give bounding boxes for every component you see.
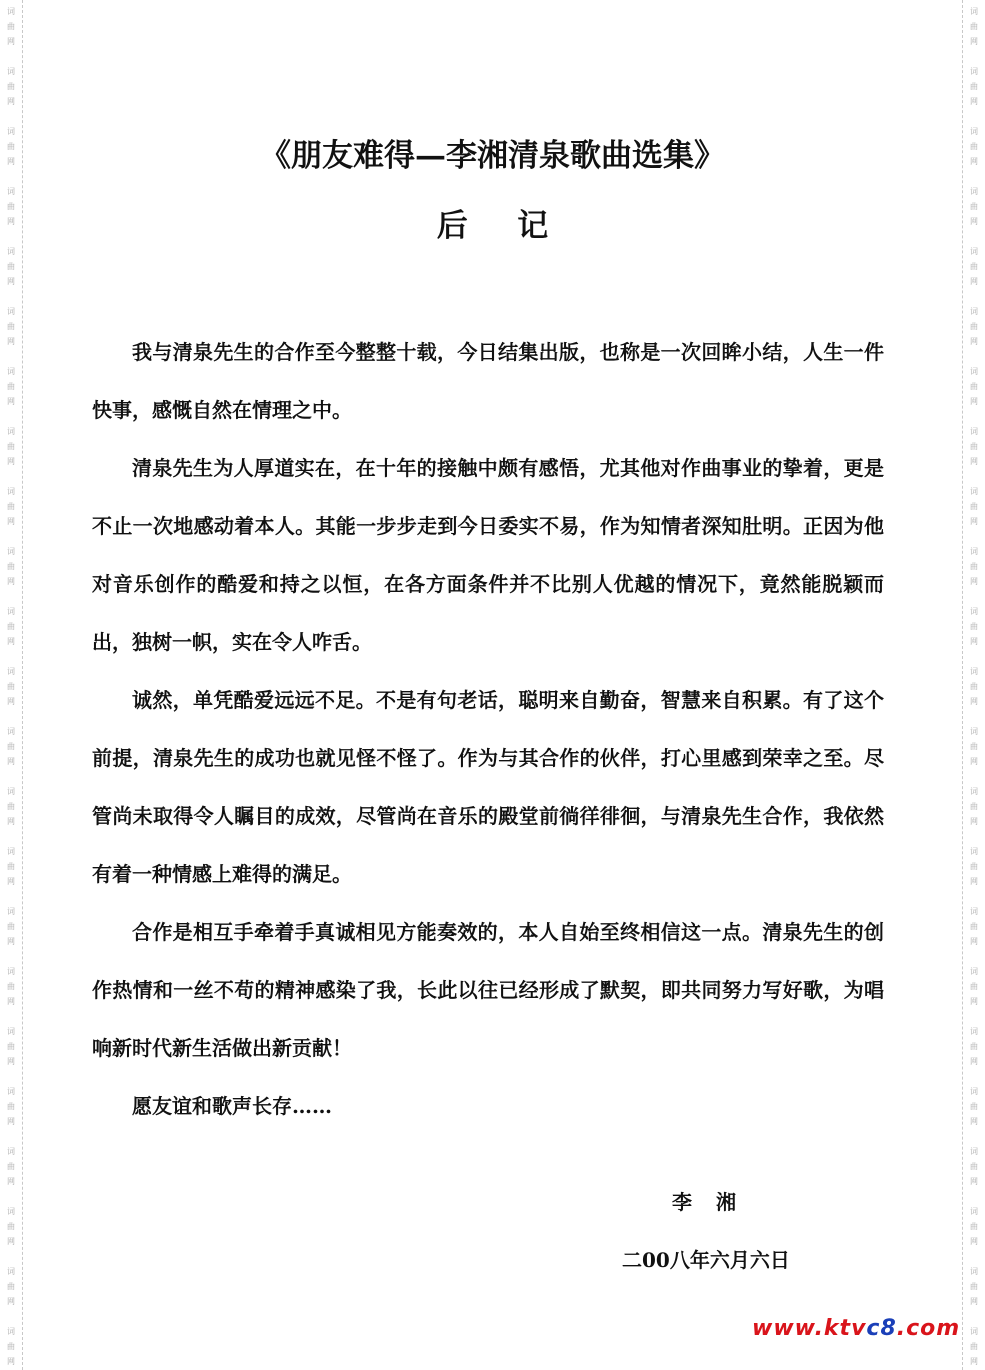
- afterword-body: [92, 323, 884, 1135]
- watermark-text: 词 曲 网: [970, 487, 978, 526]
- watermark-text: 词 曲 网: [7, 127, 15, 166]
- watermark-text: 词 曲 网: [970, 1147, 978, 1186]
- watermark-text: 词 曲 网: [7, 1327, 15, 1366]
- watermark-text: 词 曲 网: [970, 367, 978, 406]
- watermark-text: 词 曲 网: [7, 607, 15, 646]
- watermark-text: 词 曲 网: [7, 247, 15, 286]
- watermark-text: 词 曲 网: [7, 727, 15, 766]
- watermark-text: 词 曲 网: [7, 1267, 15, 1306]
- watermark-text: 词 曲 网: [970, 787, 978, 826]
- watermark-text: 词 曲 网: [970, 247, 978, 286]
- watermark-text: 词 曲 网: [970, 1027, 978, 1066]
- watermark-text: 词 曲 网: [7, 787, 15, 826]
- watermark-text: 词 曲 网: [970, 547, 978, 586]
- watermark-text: 词 曲 网: [7, 967, 15, 1006]
- watermark-text: 词 曲 网: [7, 307, 15, 346]
- paragraph-4: 合作是相互手牵着手真诚相见方能奏效的，本人自始至终相信这一点。清泉先生的创作热情和一丝不苟的精神感染了我，长此以往已经形成了默契，即共同努力写好歌，为唱响新时代新生活做出新贡献！: [92, 920, 884, 1060]
- watermark-text: 词 曲 网: [7, 547, 15, 586]
- watermark-text: 词 曲 网: [970, 967, 978, 1006]
- watermark-text: 词 曲 网: [7, 1087, 15, 1126]
- watermark-text: 词 曲 网: [970, 67, 978, 106]
- watermark-text: 词 曲 网: [970, 1267, 978, 1306]
- paragraph-2: 清泉先生为人厚道实在，在十年的接触中颇有感悟，尤其他对作曲事业的挚着，更是不止一次地感动着本人。其能一步步走到今日委实不易，作为知情者深知肚明。正因为他对音乐创作的酷爱和持之以恒，在各方面条件并不比别人优越的情况下，竟然能脱颖而出，独树一帜，实在令人咋舌。: [92, 456, 884, 654]
- watermark-text: 词 曲 网: [970, 187, 978, 226]
- watermark-text: 词 曲 网: [970, 727, 978, 766]
- document-subtitle: 后记: [436, 208, 598, 244]
- watermark-text: 词 曲 网: [970, 847, 978, 886]
- watermark-text: 词 曲 网: [7, 1147, 15, 1186]
- watermark-text: 词 曲 网: [7, 427, 15, 466]
- watermark-text: 词 曲 网: [970, 1087, 978, 1126]
- watermark-text: 词 曲 网: [970, 127, 978, 166]
- document-date: 二00八年六月六日: [622, 1248, 790, 1272]
- document-title: 《朋友难得—李湘清泉歌曲选集》: [260, 138, 725, 174]
- watermark-text: 词 曲 网: [970, 7, 978, 46]
- watermark-text: 词 曲 网: [7, 667, 15, 706]
- watermark-text: 词 曲 网: [970, 1207, 978, 1246]
- watermark-text: 词 曲 网: [7, 487, 15, 526]
- watermark-text: 词 曲 网: [7, 67, 15, 106]
- watermark-text: 词 曲 网: [7, 907, 15, 946]
- watermark-text: 词 曲 网: [970, 307, 978, 346]
- paragraph-3: 诚然，单凭酷爱远远不足。不是有句老话，聪明来自勤奋，智慧来自积累。有了这个前提，清泉先生的成功也就见怪不怪了。作为与其合作的伙伴，打心里感到荣幸之至。尽管尚未取得令人瞩目的成效，尽管尚在音乐的殿堂前徜徉徘徊，与清泉先生合作，我依然有着一种情感上难得的满足。: [92, 688, 884, 886]
- watermark-text: 词 曲 网: [970, 907, 978, 946]
- watermark-text: 词 曲 网: [7, 7, 15, 46]
- watermark-text: 词 曲 网: [970, 427, 978, 466]
- site-logo: www.ktvc8.com: [752, 1316, 961, 1341]
- watermark-text: 词 曲 网: [970, 607, 978, 646]
- watermark-text: 词 曲 网: [7, 367, 15, 406]
- watermark-text: 词 曲 网: [970, 667, 978, 706]
- watermark-text: 词 曲 网: [7, 1207, 15, 1246]
- paragraph-1: 我与清泉先生的合作至今整整十载，今日结集出版，也称是一次回眸小结，人生一件快事，感慨自然在情理之中。: [92, 340, 884, 422]
- watermark-text: 词 曲 网: [7, 187, 15, 226]
- paragraph-5: 愿友谊和歌声长存……: [132, 1094, 332, 1118]
- watermark-text: 词 曲 网: [970, 1327, 978, 1366]
- author-signature: 李湘: [672, 1190, 760, 1214]
- watermark-text: 词 曲 网: [7, 1027, 15, 1066]
- watermark-text: 词 曲 网: [7, 847, 15, 886]
